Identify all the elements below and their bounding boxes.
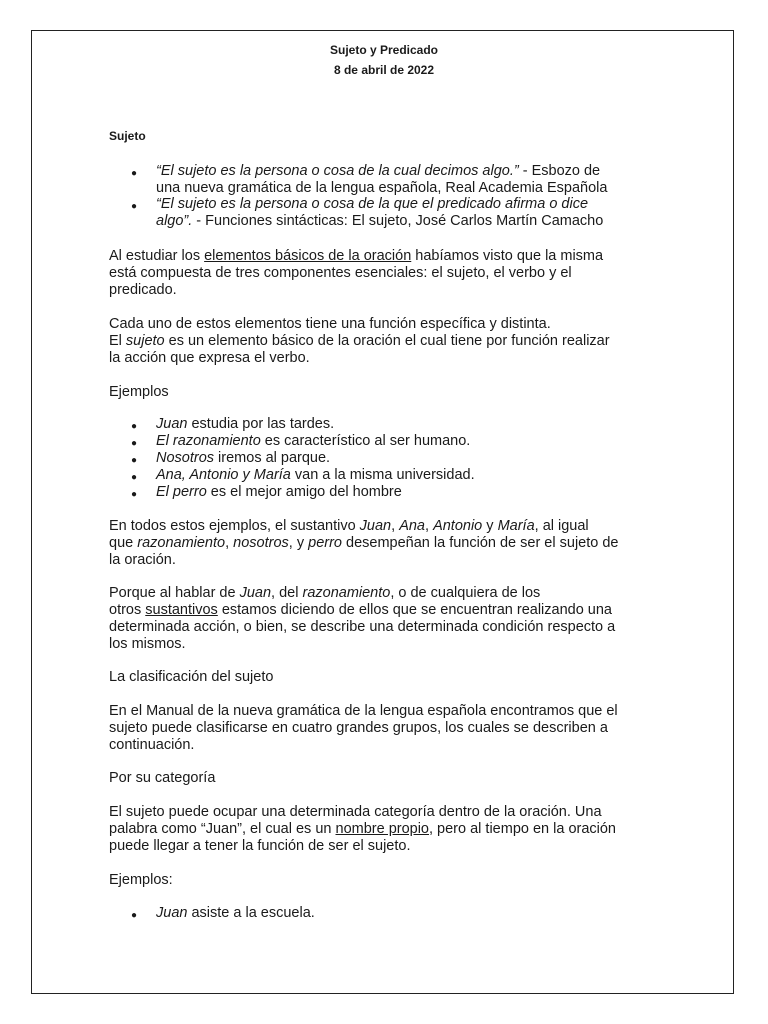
paragraph-6-line-1: El sujeto puede ocupar una determinada categoría dentro de la oración. Una	[109, 804, 602, 820]
quote-1-line-2: una nueva gramática de la lengua española, Real Academia Española	[156, 180, 608, 196]
example-item: Juan estudia por las tardes.	[156, 416, 335, 432]
paragraph-5-line-2: sujeto puede clasificarse en cuatro grandes grupos, los cuales se describen a	[109, 720, 608, 736]
bullet-icon: ●	[131, 168, 138, 179]
paragraph-4-line-1: Porque al hablar de Juan, del razonamiento, o de cualquiera de los	[109, 585, 541, 601]
paragraph-1-line-2: está compuesta de tres componentes esenciales: el sujeto, el verbo y el	[109, 265, 572, 281]
paragraph-2-line-2: El sujeto es un elemento básico de la oración el cual tiene por función realizar	[109, 333, 610, 349]
link-nombre-propio[interactable]: nombre propio	[335, 821, 429, 837]
paragraph-1-line-1: Al estudiar los elementos básicos de la oración habíamos visto que la misma	[109, 248, 604, 264]
document-title: Sujeto y Predicado	[329, 43, 439, 57]
quote-2-line-1: “El sujeto es la persona o cosa de la que el predicado afirma o dice	[156, 196, 589, 212]
paragraph-1-line-3: predicado.	[109, 282, 177, 298]
bullet-icon: ●	[131, 455, 138, 466]
paragraph-3-line-1: En todos estos ejemplos, el sustantivo Juan, Ana, Antonio y María, al igual	[109, 518, 589, 534]
categoria-heading: Por su categoría	[109, 770, 216, 786]
bullet-icon: ●	[131, 201, 138, 212]
quote-1-line-1: “El sujeto es la persona o cosa de la cual decimos algo.” - Esbozo de	[156, 163, 601, 179]
paragraph-3-line-2: que razonamiento, nosotros, y perro desempeñan la función de ser el sujeto de	[109, 535, 619, 551]
example-item: Nosotros iremos al parque.	[156, 450, 331, 466]
link-sustantivos[interactable]: sustantivos	[145, 602, 218, 618]
bullet-icon: ●	[131, 438, 138, 449]
section-title: Sujeto	[109, 129, 146, 143]
example-item: Ana, Antonio y María van a la misma universidad.	[156, 467, 475, 483]
paragraph-6-line-3: puede llegar a tener la función de ser el sujeto.	[109, 838, 411, 854]
paragraph-4-line-3: determinada acción, o bien, se describe una determinada condición respecto a	[109, 619, 616, 635]
bullet-icon: ●	[131, 910, 138, 921]
paragraph-5-line-1: En el Manual de la nueva gramática de la lengua española encontramos que el	[109, 703, 618, 719]
example-item: El perro es el mejor amigo del hombre	[156, 484, 402, 500]
paragraph-5-line-3: continuación.	[109, 737, 195, 753]
example-item: Juan asiste a la escuela.	[156, 905, 315, 921]
paragraph-4-line-4: los mismos.	[109, 636, 186, 652]
quote-2-line-2: algo”. - Funciones sintácticas: El sujeto, José Carlos Martín Camacho	[156, 213, 604, 229]
paragraph-6-line-2: palabra como “Juan”, el cual es un nombre propio, pero al tiempo en la oración	[109, 821, 616, 837]
document-date: 8 de abril de 2022	[333, 63, 435, 77]
paragraph-2-line-1: Cada uno de estos elementos tiene una función específica y distinta.	[109, 316, 551, 332]
bullet-icon: ●	[131, 421, 138, 432]
example-item: El razonamiento es característico al ser humano.	[156, 433, 471, 449]
paragraph-2-line-3: la acción que expresa el verbo.	[109, 350, 310, 366]
bullet-icon: ●	[131, 489, 138, 500]
paragraph-4-line-2: otros sustantivos estamos diciendo de ellos que se encuentran realizando una	[109, 602, 612, 618]
link-elementos-basicos[interactable]: elementos básicos de la oración	[204, 248, 412, 264]
ejemplos-2-label: Ejemplos:	[109, 872, 173, 888]
bullet-icon: ●	[131, 472, 138, 483]
paragraph-3-line-3: la oración.	[109, 552, 176, 568]
clasificacion-heading: La clasificación del sujeto	[109, 669, 274, 685]
ejemplos-label: Ejemplos	[109, 384, 169, 400]
